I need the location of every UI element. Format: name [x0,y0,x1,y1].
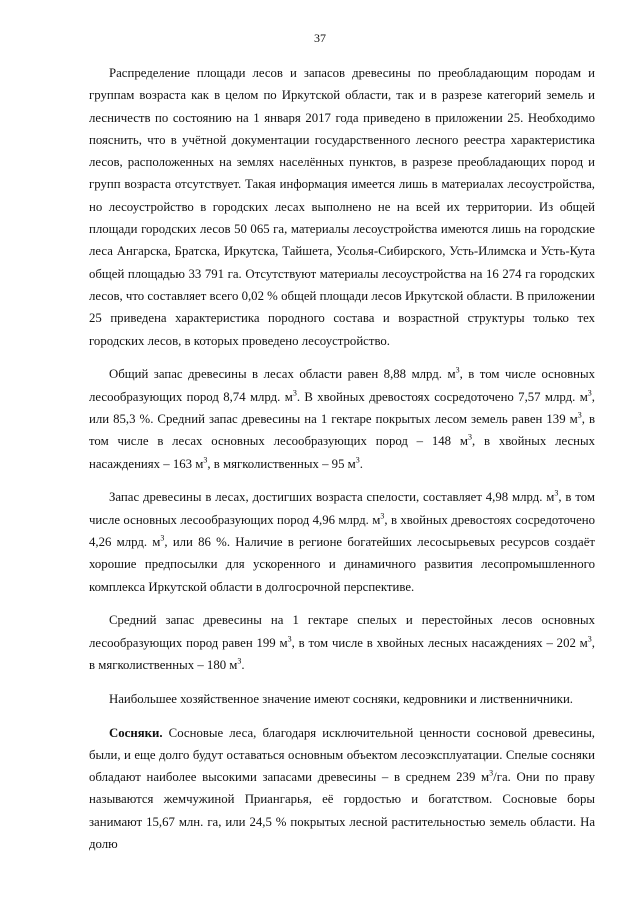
text-segment: . В хвойных древостоях сосредоточено 7,57 млрд. м [296,389,588,404]
superscript: 3 [587,634,592,644]
text-segment: , или 86 %. Наличие в регионе богатейших лесосырьевых ресурсов создаёт хорошие предпосылки для ускоренного и динамичного развития лесопромышленного комплекса Иркутской области в долгосрочной перспективе. [89,534,595,594]
text-segment: , в мягколиственных – 180 м [89,635,595,672]
text-segment: Общий запас древесины в лесах области равен 8,88 млрд. м [109,367,456,382]
page-number: 37 [314,31,326,45]
superscript: 3 [287,634,292,644]
paragraph-total-stock [89,363,595,474]
text-segment: , или 85,3 %. Средний запас древесины на 1 гектаре покрытых лесом земель равен 139 м [89,389,595,426]
section-heading-pine: Сосняки. [109,725,163,740]
superscript: 3 [292,388,297,398]
paragraph-distribution: Распределение площади лесов и запасов древесины по преобладающим породам и группам возраста как в целом по Иркутской области, так и в разрезе категорий земель и лесничеств по состоянию на 1 января 2017 года приведено в приложении 25. Необходимо пояснить, что в учётной документации государственного лесного реестра характеристика лесов, расположенных на землях населённых пунктов, в разрезе преобладающих пород и групп возраста отсутствует. Такая информация имеется лишь в материалах лесоустройства, но лесоустройство в городских лесах выполнено не на всей их территории. Из общей площади городских лесов 50 065 га, материалы лесоустройства имеются лишь на городские леса Ангарска, Братска, Иркутска, Тайшета, Усолья-Сибирского, Усть-Илимска и Усть-Кута общей площадью 33 791 га. Отсутствуют материалы лесоустройства на 16 274 га городских лесов, что составляет всего 0,02 % общей площади лесов Иркутской области. В приложении 25 приведена характеристика породного состава и возрастной структуры только тех городских лесов, в которых проведено лесоустройство. [89,66,595,348]
text-segment: , в том числе в хвойных лесных насаждениях – 202 м [291,635,588,650]
superscript: 3 [237,656,242,666]
text-segment: Сосновые леса, благодаря исключительной ценности сосновой древесины, были, и еще долго будут оставаться основным объектом лесоэксплуатации. Спелые сосняки обладают наиболее высокими запасами древесины – в среднем 239 м [89,725,595,785]
text-segment: , в том числе основных лесообразующих пород 4,96 млрд. м [89,490,595,527]
text-segment: Средний запас древесины на 1 гектаре спелых и перестойных лесов основных лесообразующих пород равен 199 м [89,613,595,650]
text-segment: , в том числе основных лесообразующих пород 8,74 млрд. м [89,367,595,404]
superscript: 3 [203,455,208,465]
superscript: 3 [455,366,460,376]
superscript: 3 [355,455,360,465]
superscript: 3 [587,388,592,398]
text-segment: . [359,456,363,471]
superscript: 3 [577,410,582,420]
text-segment: , в хвойных древостоях сосредоточено 4,26 млрд. м [89,512,595,549]
paragraph-pine-forests [89,722,595,856]
superscript: 3 [467,432,472,442]
paragraph-mature-stock [89,486,595,597]
text-segment: , в мягколиственных – 95 м [207,456,356,471]
body-text [89,62,595,867]
text-segment: . [241,657,245,672]
superscript: 3 [489,768,494,778]
superscript: 3 [380,511,385,521]
text-segment: , в хвойных лесных насаждениях – 163 м [89,434,595,471]
superscript: 3 [554,489,559,499]
text-segment: Запас древесины в лесах, достигших возраста спелости, составляет 4,98 млрд. м [109,490,555,505]
text-segment: , в том числе в лесах основных лесообразующих пород – 148 м [89,411,596,449]
paragraph-average-stock [89,609,595,676]
superscript: 3 [160,533,165,543]
text-segment: /га. Они по праву называются жемчужиной Приангарья, её гордостью и богатством. Сосновые боры занимают 15,67 млн. га, или 24,5 % покрытых лесной растительностью земель области. На долю [89,770,595,851]
paragraph-economic-value: Наибольшее хозяйственное значение имеют сосняки, кедровники и лиственничники. [109,691,574,706]
